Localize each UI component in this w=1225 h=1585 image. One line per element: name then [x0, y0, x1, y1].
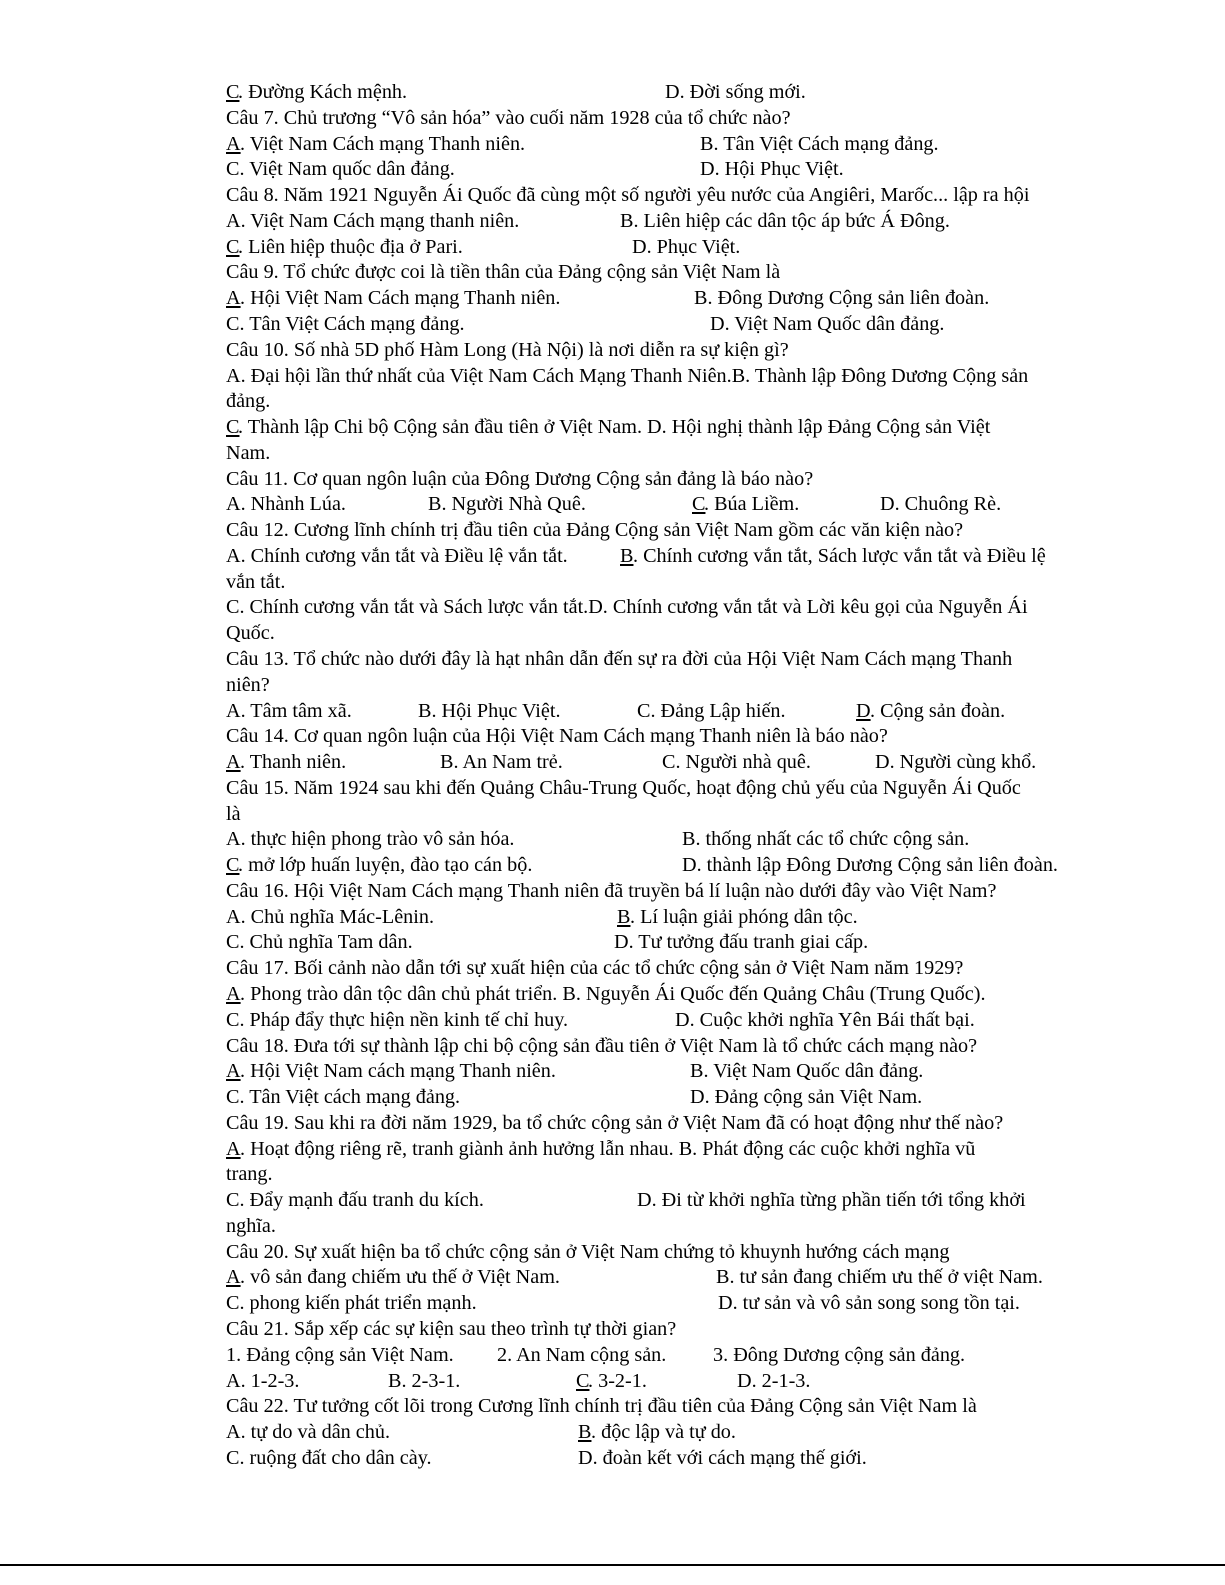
answer-marker: C [576, 1369, 590, 1392]
text-segment: Câu 10. Số nhà 5D phố Hàm Long (Hà Nội) là nơi diễn ra sự kiện gì? [226, 338, 789, 361]
text-segment: C. Người nhà quê. [662, 751, 811, 773]
text-segment: Quốc. [226, 622, 275, 645]
text-segment: C. Đẩy mạnh đấu tranh du kích. [226, 1189, 484, 1212]
text-segment: D. Tư tưởng đấu tranh giai cấp. [614, 931, 869, 954]
text-segment: 2. An Nam cộng sản. [497, 1343, 667, 1366]
text-segment: Câu 12. Cương lĩnh chính trị đầu tiên của Đảng Cộng sản Việt Nam gồm các văn kiện nào? [226, 519, 964, 542]
text-segment: Câu 16. Hội Việt Nam Cách mạng Thanh niên đã truyền bá lí luận nào dưới đây vào Việt Nam? [226, 879, 997, 902]
text-segment: D. Đảng cộng sản Việt Nam. [690, 1086, 923, 1108]
text-segment: vắn tắt. [226, 570, 286, 593]
answer-marker: C [226, 854, 240, 877]
bottom-rule [0, 1564, 1225, 1566]
text-segment: . Thành lập Chi bộ Cộng sản đầu tiên ở Việt Nam. D. Hội nghị thành lập Đảng Cộng sản Việt [238, 416, 991, 438]
text-segment: . Phong trào dân tộc dân chủ phát triển. B. Nguyễn Ái Quốc đến Quảng Châu (Trung Quốc). [240, 982, 986, 1005]
answer-marker: B [620, 544, 634, 567]
text-segment: C. Đảng Lập hiến. [637, 699, 786, 722]
answer-marker: C [226, 235, 240, 258]
text-segment: . Chính cương vắn tắt, Sách lược vắn tắt và Điều lệ [633, 544, 1046, 567]
text-segment: Câu 21. Sắp xếp các sự kiện sau theo trình tự thời gian? [226, 1318, 677, 1340]
text-segment: B. Liên hiệp các dân tộc áp bức Á Đông. [620, 209, 950, 232]
text-segment: là [226, 802, 241, 825]
text-segment: Câu 17. Bối cảnh nào dẫn tới sự xuất hiện của các tổ chức cộng sản ở Việt Nam năm 1929? [226, 957, 964, 980]
answer-marker: C [226, 81, 240, 103]
text-segment: Câu 8. Năm 1921 Nguyễn Ái Quốc đã cùng một số người yêu nước của Angiêri, Marốc... lập ra hội [226, 184, 1030, 207]
text-segment: D. thành lập Đông Dương Cộng sản liên đoàn. [682, 854, 1058, 877]
text-segment: . mở lớp huấn luyện, đào tạo cán bộ. [238, 854, 533, 877]
text-segment: trang. [226, 1163, 273, 1186]
text-segment: A. Việt Nam Cách mạng thanh niên. [226, 209, 520, 232]
text-segment: . độc lập và tự do. [591, 1421, 736, 1443]
text-segment: B. Tân Việt Cách mạng đảng. [700, 132, 939, 155]
text-segment: B. thống nhất các tổ chức cộng sản. [682, 828, 970, 851]
text-segment: B. Việt Nam Quốc dân đảng. [690, 1060, 924, 1083]
text-segment: 1. Đảng cộng sản Việt Nam. [226, 1343, 454, 1366]
text-segment: A. Tâm tâm xã. [226, 699, 352, 722]
text-segment: A. thực hiện phong trào vô sản hóa. [226, 828, 515, 851]
text-segment: D. Phục Việt. [632, 235, 741, 258]
text-segment: A. Nhành Lúa. [226, 493, 346, 516]
text-segment: nghĩa. [226, 1214, 276, 1237]
text-segment: đảng. [226, 390, 271, 413]
answer-marker: B [617, 905, 631, 928]
answer-marker: A [226, 751, 241, 773]
text-segment: Câu 13. Tổ chức nào dưới đây là hạt nhân dẫn đến sự ra đời của Hội Việt Nam Cách mạng Thanh [226, 647, 1013, 670]
text-segment: Nam. [226, 441, 271, 464]
text-segment: A. 1-2-3. [226, 1369, 300, 1392]
text-segment: B. Đông Dương Cộng sản liên đoàn. [694, 287, 990, 310]
text-segment: D. Cuộc khởi nghĩa Yên Bái thất bại. [675, 1008, 975, 1031]
text-segment: D. 2-1-3. [737, 1369, 811, 1392]
text-segment: B. 2-3-1. [388, 1369, 461, 1392]
answer-marker: A [226, 982, 241, 1005]
text-segment: Câu 19. Sau khi ra đời năm 1929, ba tổ chức cộng sản ở Việt Nam đã có hoạt động như thế nào? [226, 1111, 1004, 1134]
text-segment: C. Tân Việt cách mạng đảng. [226, 1086, 461, 1108]
text-segment: C. Pháp đẩy thực hiện nền kinh tế chỉ huy. [226, 1008, 569, 1031]
text-segment: C. phong kiến phát triển mạnh. [226, 1292, 477, 1315]
text-segment: Câu 15. Năm 1924 sau khi đến Quảng Châu-Trung Quốc, hoạt động chủ yếu của Nguyễn Ái Quốc [226, 776, 1021, 799]
text-segment: Câu 14. Cơ quan ngôn luận của Hội Việt Nam Cách mạng Thanh niên là báo nào? [226, 725, 888, 748]
text-segment: . Búa Liềm. [704, 493, 800, 516]
text-segment: B. An Nam trẻ. [440, 751, 563, 773]
text-segment: C. ruộng đất cho dân cày. [226, 1446, 432, 1469]
answer-marker: C [692, 493, 706, 516]
text-segment: D. đoàn kết với cách mạng thế giới. [578, 1446, 867, 1469]
text-segment: D. tư sản và vô sản song song tồn tại. [718, 1292, 1020, 1315]
text-segment: . Hội Việt Nam cách mạng Thanh niên. [240, 1060, 556, 1083]
answer-marker: A [226, 1060, 241, 1083]
text-segment: Câu 18. Đưa tới sự thành lập chi bộ cộng sản đầu tiên ở Việt Nam là tổ chức cách mạng nào? [226, 1034, 978, 1057]
text-segment: C. Chủ nghĩa Tam dân. [226, 931, 413, 954]
text-segment: Câu 9. Tổ chức được coi là tiền thân của Đảng cộng sản Việt Nam là [226, 261, 781, 284]
text-segment: . Lí luận giải phóng dân tộc. [630, 905, 858, 928]
text-segment: Câu 22. Tư tưởng cốt lõi trong Cương lĩnh chính trị đầu tiên của Đảng Cộng sản Việt Nam là [226, 1395, 977, 1418]
text-segment: A. Chủ nghĩa Mác-Lênin. [226, 905, 434, 928]
text-segment: B. Người Nhà Quê. [428, 493, 586, 516]
text-segment: A. Chính cương vắn tắt và Điều lệ vắn tắt. [226, 544, 568, 567]
answer-marker: D [856, 699, 871, 722]
text-segment: . 3-2-1. [588, 1369, 647, 1392]
text-segment: Câu 20. Sự xuất hiện ba tổ chức cộng sản ở Việt Nam chứng tỏ khuynh hướng cách mạng [226, 1240, 950, 1263]
text-segment: D. Người cùng khổ. [875, 751, 1037, 773]
text-segment: C. Việt Nam quốc dân đảng. [226, 158, 455, 181]
answer-marker: A [226, 1137, 241, 1160]
text-segment: . Thanh niên. [240, 751, 347, 773]
text-segment: A. Đại hội lần thứ nhất của Việt Nam Cách Mạng Thanh Niên.B. Thành lập Đông Dương Cộng sản [226, 364, 1029, 387]
text-segment: B. tư sản đang chiếm ưu thế ở việt Nam. [716, 1266, 1043, 1289]
answer-marker: C [226, 416, 240, 438]
answer-marker: A [226, 287, 241, 310]
text-segment: . Cộng sản đoàn. [870, 699, 1006, 722]
text-segment: D. Đi từ khởi nghĩa từng phần tiến tới tổng khởi [637, 1189, 1026, 1212]
text-segment: niên? [226, 673, 270, 696]
text-segment: . Hội Việt Nam Cách mạng Thanh niên. [240, 287, 561, 310]
text-segment: A. tự do và dân chủ. [226, 1421, 390, 1443]
text-segment: . Đường Kách mệnh. [238, 81, 408, 103]
text-segment: . Việt Nam Cách mạng Thanh niên. [240, 132, 526, 155]
text-segment: D. Hội Phục Việt. [700, 158, 844, 181]
text-segment: Câu 11. Cơ quan ngôn luận của Đông Dương Cộng sản đảng là báo nào? [226, 467, 814, 490]
text-segment: D. Chuông Rè. [880, 493, 1002, 516]
text-segment: D. Đời sống mới. [665, 81, 806, 103]
text-segment: . Liên hiệp thuộc địa ở Pari. [238, 235, 463, 258]
answer-marker: B [578, 1421, 592, 1443]
text-segment: D. Việt Nam Quốc dân đảng. [710, 312, 945, 335]
text-segment: C. Tân Việt Cách mạng đảng. [226, 312, 465, 335]
answer-marker: A [226, 132, 241, 155]
text-segment: 3. Đông Dương cộng sản đảng. [713, 1343, 966, 1366]
answer-marker: A [226, 1266, 241, 1289]
text-segment: C. Chính cương vắn tắt và Sách lược vắn tắt.D. Chính cương vắn tắt và Lời kêu gọi của Nguyễn Ái [226, 596, 1028, 619]
text-segment: Câu 7. Chủ trương “Vô sản hóa” vào cuối năm 1928 của tổ chức nào? [226, 106, 791, 129]
text-segment: . vô sản đang chiếm ưu thế ở Việt Nam. [240, 1266, 560, 1289]
text-segment: . Hoạt động riêng rẽ, tranh giành ảnh hưởng lẫn nhau. B. Phát động các cuộc khởi nghĩa vũ [240, 1137, 976, 1160]
text-segment: B. Hội Phục Việt. [418, 699, 561, 722]
